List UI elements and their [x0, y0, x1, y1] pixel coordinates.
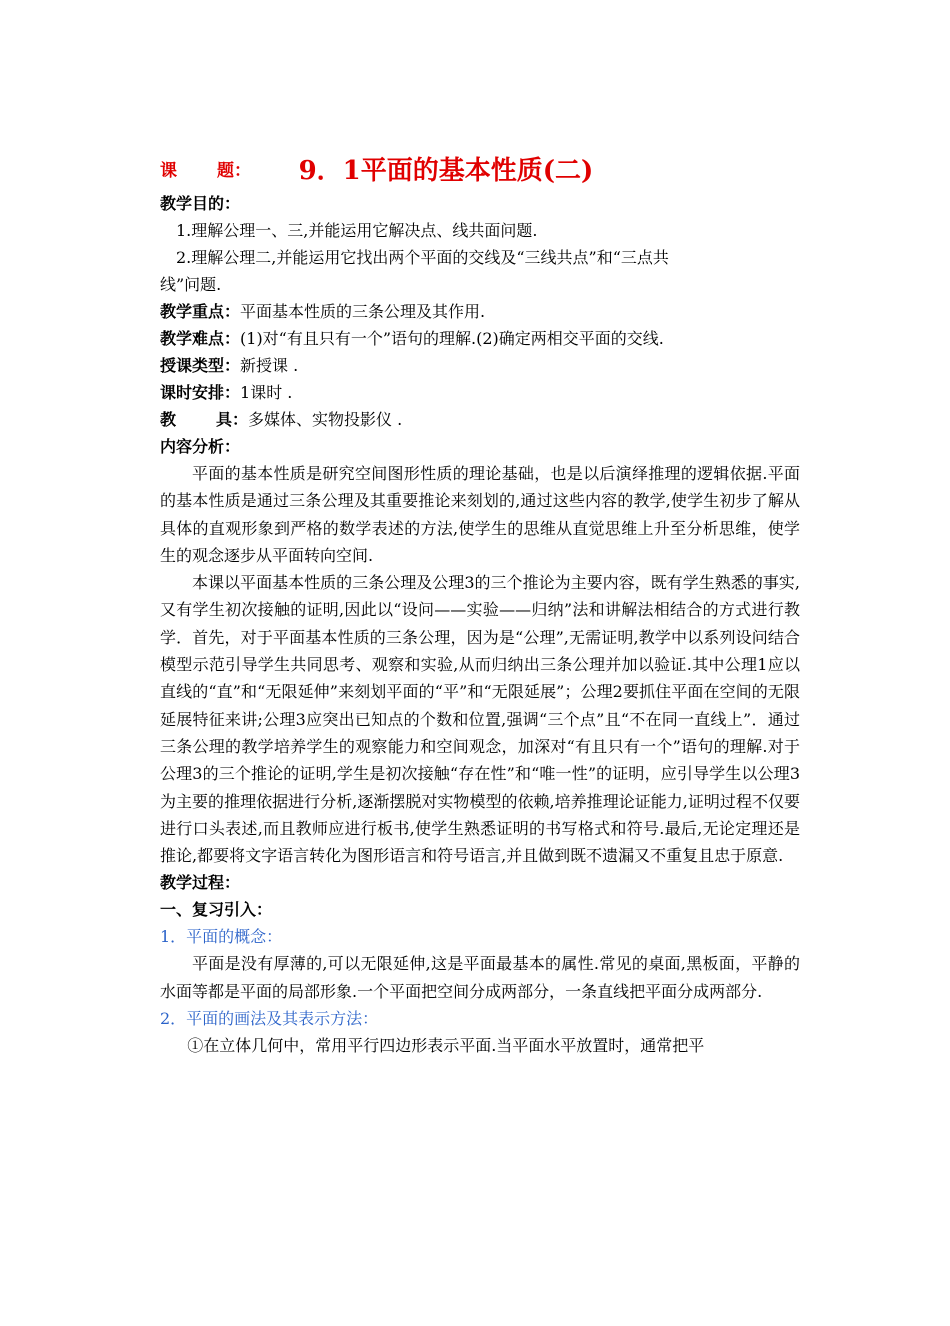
objectives-heading: 教学目的：	[160, 194, 241, 213]
section-review-heading: 一、复习引入：	[160, 900, 273, 920]
title-label	[160, 161, 251, 181]
schedule	[160, 379, 800, 406]
schedule-text: 1课时 .	[240, 383, 293, 402]
objective-2-cont: 线”问题.	[160, 275, 222, 294]
title-text: 9．1平面的基本性质(二)	[298, 156, 594, 186]
difficulties	[160, 325, 800, 352]
key-points-label: 教学重点：	[160, 302, 241, 321]
item-plane-drawing-heading: 2．平面的画法及其表示方法：	[160, 1009, 379, 1029]
difficulties-label: 教学难点：	[160, 329, 241, 348]
lesson-title	[160, 150, 800, 190]
objective-2: 2.理解公理二,并能运用它找出两个平面的交线及“三线共点”和“三点共	[176, 248, 669, 267]
process-heading: 教学过程：	[160, 873, 241, 893]
tools-label-a: 教	[160, 410, 177, 429]
tools-label-b: 具：	[216, 410, 249, 429]
lesson-type	[160, 352, 800, 379]
lesson-type-text: 新授课 .	[240, 356, 299, 375]
objective-1: 1.理解公理一、三,并能运用它解决点、线共面问题.	[176, 221, 538, 240]
schedule-label: 课时安排：	[160, 383, 241, 402]
tools	[160, 406, 800, 433]
tools-label	[160, 410, 248, 429]
key-points-text: 平面基本性质的三条公理及其作用.	[240, 302, 486, 321]
analysis-paragraph-2: 本课以平面基本性质的三条公理及公理3的三个推论为主要内容，既有学生熟悉的事实,又有学生初次接触的证明,因此以“设问——实验——归纳”法和讲解法相结合的方式进行教学．首先，对于平面基本性质的三条公理，因为是“公理”,无需证明,教学中以系列设问结合模型示范引导学生共同思考、观察和实验,从而归纳出三条公理并加以验证.其中公理1应以直线的“直”和“无限延伸”来刻划平面的“平”和“无限延展”；公理2要抓住平面在空间的无限延展特征来讲;公理3应突出已知点的个数和位置,强调“三个点”且“不在同一直线上”．通过三条公理的教学培养学生的观察能力和空间观念，加深对“有且只有一个”语句的理解.对于公理3的三个推论的证明,学生是初次接触“存在性”和“唯一性”的证明，应引导学生以公理3为主要的推理依据进行分析,逐渐摆脱对实物模型的依赖,培养推理论证能力,证明过程不仅要进行口头表述,而且教师应进行板书,使学生熟悉证明的书写格式和符号.最后,无论定理还是推论,都要将文字语言转化为图形语言和符号语言,并且做到既不遗漏又不重复且忠于原意.	[160, 573, 800, 866]
title-label-a: 课	[160, 161, 177, 181]
item-plane-drawing-text: ①在立体几何中，常用平行四边形表示平面.当平面水平放置时，通常把平	[187, 1036, 705, 1056]
item-plane-concept-heading: 1．平面的概念：	[160, 927, 283, 947]
analysis-heading: 内容分析：	[160, 437, 241, 456]
tools-text: 多媒体、实物投影仪 .	[248, 410, 403, 429]
document-page	[160, 150, 800, 1059]
title-label-b: 题：	[217, 161, 251, 181]
lesson-type-label: 授课类型：	[160, 356, 241, 375]
analysis-paragraph-1: 平面的基本性质是研究空间图形性质的理论基础，也是以后演绎推理的逻辑依据.平面的基本性质是通过三条公理及其重要推论来刻划的,通过这些内容的教学,使学生初步了解从具体的直观形象到严格的数学表述的方法,使学生的思维从直觉思维上升至分析思维，使学生的观念逐步从平面转向空间.	[160, 464, 800, 565]
key-points	[160, 298, 800, 325]
item-plane-concept-text: 平面是没有厚薄的,可以无限延伸,这是平面最基本的属性.常见的桌面,黑板面，平静的水面等都是平面的局部形象.一个平面把空间分成两部分，一条直线把平面分成两部分.	[160, 954, 800, 1001]
difficulties-text: (1)对“有且只有一个”语句的理解.(2)确定两相交平面的交线.	[240, 329, 664, 348]
